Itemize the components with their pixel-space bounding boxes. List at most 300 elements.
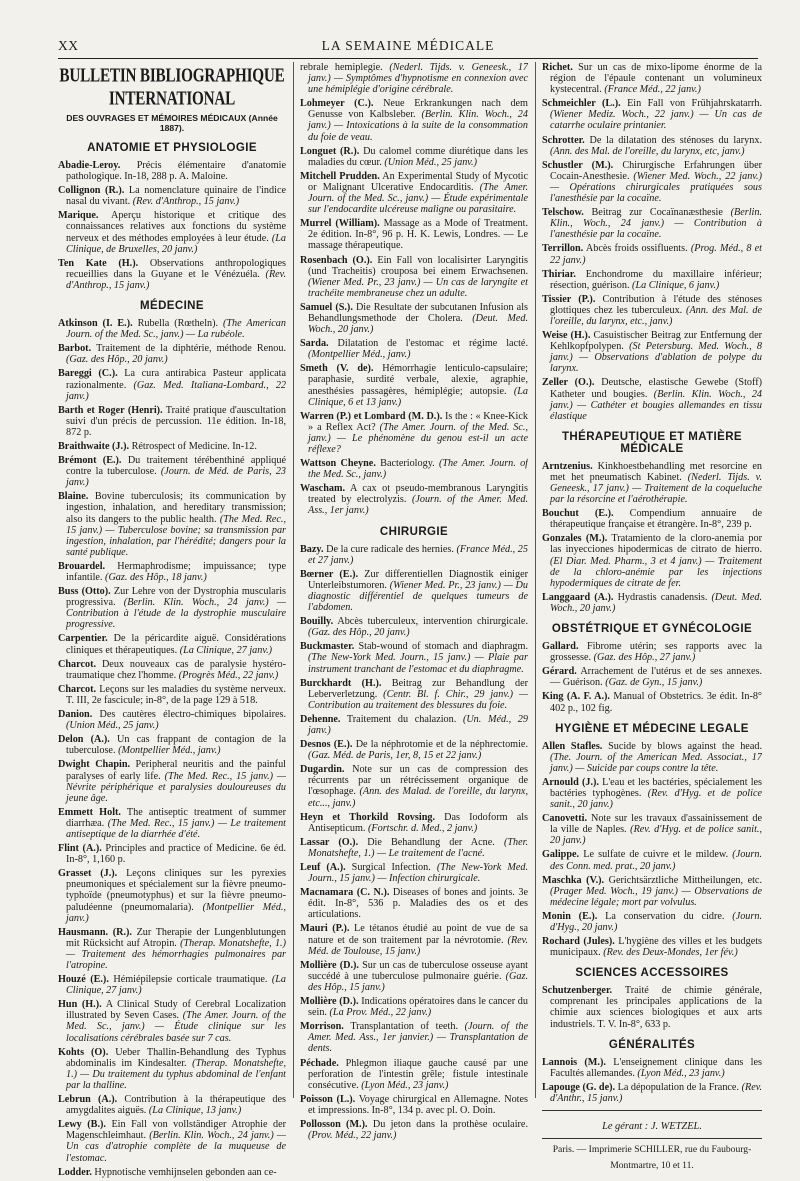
entry-source: (Ther. Monatshefte, 1.) — Le traitement de l'acné.: [308, 836, 528, 859]
bibliography-entry: [300, 923, 528, 956]
entry-author: Delon (A.).: [58, 734, 110, 746]
bibliography-entry: [58, 999, 286, 1043]
bibliography-entry: [542, 1082, 762, 1104]
entry-title: Sur un cas de tuberculose osseuse ayant succédé à une tuberculose pulmonaire guérie.: [308, 959, 528, 982]
entry-title: Kinkhoestbehandling met resorcine en met het pneumatisch Kabinet.: [550, 460, 762, 483]
entry-title: Enchondrome du maxillaire inférieur; résection, guérison.: [550, 268, 762, 291]
entry-author: Dugardin.: [300, 764, 345, 776]
entry-title: Die Resultate der subcutanen Infusion als Behandlungsmethode der Cholera.: [308, 301, 528, 324]
entry-source: (The American Journ. of the Med. Sc., janv.) — La rubéole.: [66, 318, 286, 341]
entry-title: Hermaphrodisme; impuissance; type infantile.: [66, 560, 286, 583]
bibliography-entry: [542, 461, 762, 505]
entry-title: Précis élémentaire d'anatomie pathologique. In-18, 288 p. A. Maloine.: [66, 160, 286, 183]
bulletin-subtitle: DES OUVRAGES ET MÉMOIRES MÉDICAUX (Année 1887).: [66, 113, 278, 133]
entry-author: Carpentier.: [58, 633, 108, 645]
entry-author: Monin (E.).: [542, 910, 598, 922]
entry-author: Bazy.: [300, 543, 324, 555]
entry-source: (Nederl. Tijds. v. Geneesk., 17 janv.) — Traitement de la coqueluche par la résorcine et l'aérothérapie.: [550, 471, 762, 506]
bibliography-entry: [300, 678, 528, 711]
entry-title: Zur differentiellen Diagnostik einiger Unterleibstumoren.: [308, 568, 528, 591]
bibliography-entry: [542, 875, 762, 908]
entry-author: Richet.: [542, 62, 573, 73]
entry-author: Buckmaster.: [300, 641, 355, 653]
bibliography-entry: [542, 135, 762, 157]
bibliography-entry: [300, 302, 528, 335]
bibliography-entry: [542, 691, 762, 713]
entry-author: Sarda.: [300, 338, 329, 350]
bibliography-entry: [300, 98, 528, 142]
bibliography-entry: [58, 843, 286, 865]
bibliography-entry: [58, 734, 286, 756]
entry-source: (La Clinique, 27 janv.): [179, 644, 273, 656]
entry-author: Thiriar.: [542, 268, 576, 280]
entry-author: Arntzenius.: [542, 460, 593, 472]
entry-source: (La Clinique, de Bruxelles, 20 janv.): [66, 232, 286, 255]
entry-author: Lohmeyer (C.).: [300, 98, 374, 110]
entry-author: Langgaard (A.).: [542, 591, 614, 603]
entry-title: L'eau et les bactéries, spécialement les bactéries typhogènes.: [550, 776, 762, 799]
entry-author: Marique.: [58, 210, 99, 222]
bibliography-entry: [300, 739, 528, 761]
entry-title: Abcès tuberculeux, intervention chirurgicale.: [337, 616, 528, 628]
bibliography-entry: [300, 255, 528, 299]
entry-title: Die Behandlung der Acne.: [367, 836, 495, 848]
bibliography-entry: [58, 318, 286, 340]
entry-author: Mollière (D.).: [300, 996, 359, 1008]
bibliography-entry: [300, 641, 528, 674]
entry-title: Arrachement de l'utérus et de ses annexes. — Guérison.: [550, 666, 762, 689]
entry-title: Aperçu historique et critique des connaissances relatives aux fonctions du système nerveux et des méthodes employées à leur étude.: [66, 210, 286, 244]
entry-title: Zur Therapie der Lungenblutungen mit Rücksicht auf Atropin.: [66, 926, 286, 949]
entry-author: Wascham.: [300, 483, 345, 495]
entry-author: Murrel (William).: [300, 218, 380, 230]
entry-source: (France Méd., 25 et 27 janv.): [308, 543, 528, 566]
bibliography-entry: [542, 777, 762, 810]
entry-author: Mitchell Prudden.: [300, 170, 380, 182]
entry-title: Leçons sur les maladies du système nerveux. T. III, 2e fascicule; in-8°, de la page 129 à 518.: [66, 683, 286, 706]
entry-source: (Ann. des Mal. de l'oreille, du larynx, etc., janv.): [550, 304, 762, 327]
entry-title: Rétrospect of Medicine. In-12.: [131, 440, 257, 452]
entry-source: (Berlin. Klin. Woch., 24 janv.) — Un cas d'atrophie complète de la muqueuse de l'estomac.: [66, 1130, 286, 1164]
section-heading: OBSTÉTRIQUE ET GYNÉCOLOGIE: [551, 623, 753, 636]
bibliography-entry: [542, 592, 762, 614]
entry-author: Macnamara (C. N.).: [300, 887, 390, 899]
bibliography-entry: [542, 911, 762, 933]
bibliography-entry: [58, 807, 286, 840]
bibliography-entry: [300, 1119, 528, 1141]
bibliography-entry: [58, 659, 286, 681]
entry-source: (Rev. d'Anthr., 15 janv.): [550, 1081, 762, 1104]
entry-title: Ein Fall von Frühjahrskatarrh.: [627, 98, 762, 110]
bibliography-entry: [542, 294, 762, 327]
section-heading: ANATOMIE ET PHYSIOLOGIE: [87, 142, 257, 154]
entry-author: Bouchut (E.).: [542, 508, 614, 520]
entry-author: Charcot.: [58, 658, 97, 670]
entry-source: (Rev. d'Anthrop., 15 janv.): [132, 196, 240, 208]
bibliography-entry: [542, 207, 762, 240]
entry-source: (Prager Med. Woch., 19 janv.) — Observations de médecine légale; mort par volvulus.: [550, 885, 762, 908]
entry-title: Das Iodoform als Antisepticum.: [308, 811, 528, 834]
entry-author: Brémont (E.).: [58, 455, 122, 467]
entry-source: (Montpellier Méd., janv.): [66, 901, 286, 924]
bibliography-entry: [58, 160, 286, 182]
bibliography-entry: [300, 411, 528, 455]
bibliography-entry: [58, 258, 286, 291]
entry-author: Terrillon.: [542, 243, 584, 255]
entry-author: Wattson Cheyne.: [300, 458, 376, 470]
entry-author: Flint (A.).: [58, 843, 102, 855]
entry-author: Leuf (A.).: [300, 862, 346, 873]
entry-author: Dwight Chapin.: [58, 759, 131, 771]
entry-source: (Ann. des Malad. de l'oreille, du larynx, etc..., janv.): [308, 786, 528, 809]
bibliography-entry: [300, 569, 528, 613]
entry-source: (Gaz. des Hôp., 15 janv.): [308, 970, 528, 993]
entry-title: Contribution à la thérapeutique des amygdalites aiguës.: [66, 1094, 286, 1117]
entry-title: rebrale hemiplegie.: [300, 62, 383, 73]
entry-source: (Union Méd., 25 janv.): [66, 720, 159, 732]
running-head: [58, 38, 758, 58]
entry-title: De la péricardite aiguë. Considérations cliniques et thérapeutiques.: [66, 633, 286, 656]
entry-author: Péchade.: [300, 1057, 339, 1069]
entry-source: (Deut. Med. Woch., 20 janv.): [308, 312, 528, 336]
entry-author: Emmett Holt.: [58, 806, 121, 818]
column-3-entries: [542, 62, 762, 1104]
bibliography-entry: [300, 1021, 528, 1054]
entry-title: A Clinical Study of Cerebral Localization illustrated by Seven Cases.: [66, 999, 286, 1022]
entry-author: Burckhardt (H.).: [300, 677, 382, 689]
bibliography-entry: [58, 684, 286, 706]
entry-source: (Progrès Méd., 22 janv.): [178, 669, 279, 681]
entry-source: (Wiener Mediz. Woch., 22 janv.) — Un cas de catarrhe oculaire printanier.: [550, 109, 762, 132]
bibliography-entry: [300, 996, 528, 1018]
bibliography-entry: [542, 330, 762, 374]
entry-author: Schmeichler (L.).: [542, 98, 621, 110]
entry-author: Weise (H.).: [542, 330, 591, 342]
entry-author: Buss (Otto).: [58, 586, 111, 598]
entry-title: Manual of Obstetrics. 3e édit. In-8° 402 p., 102 fig.: [550, 691, 762, 714]
entry-author: Telschow.: [542, 207, 584, 219]
entry-author: Lannois (M.).: [542, 1056, 606, 1068]
entry-source: (Centr. Bl. f. Chir., 29 janv.) — Contribution au traitement des blessures du foie.: [308, 688, 528, 711]
entry-author: Mauri (P.).: [300, 923, 350, 935]
entry-source: (Therap. Monatshefte, 1.) — Traitement des hémorrhagies pulmonaires par l'atropine.: [66, 937, 286, 971]
entry-source: (France Méd., 22 janv.): [604, 84, 701, 96]
entry-author: Schustler (M.).: [542, 159, 614, 171]
manager-signature: Le gérant : J. WETZEL.: [602, 1121, 702, 1133]
entry-title: Deutsche, elastische Gewebe (Stoff) Katheter und bougies.: [550, 377, 762, 400]
column-3: [542, 62, 762, 1171]
entry-title: Transplantation of teeth.: [350, 1021, 458, 1033]
entry-author: Tissier (P.).: [542, 293, 596, 305]
entry-title: Principles and practice of Medicine. 6e éd. In-8°, 1,160 p.: [66, 843, 286, 866]
entry-author: Blaine.: [58, 491, 89, 503]
entry-source: (Berlin. Klin. Woch., 24 janv.) — Cathéter et bougies allemandes en tissu élastique: [550, 388, 762, 422]
bibliography-entry: [542, 243, 762, 265]
column-2-entries: [300, 62, 528, 1141]
entry-author: Rosenbach (O.).: [300, 254, 373, 266]
entry-author: Charcot.: [58, 683, 97, 695]
entry-author: Houzé (E.).: [58, 974, 109, 986]
entry-source: (Rev. des Deux-Mondes, 1er fév.): [603, 947, 738, 959]
entry-author: Warren (P.) et Lombard (M. D.).: [300, 410, 443, 422]
entry-title: A cax ot pseudo-membranous Laryngitis treated by electrolyzis.: [308, 483, 528, 506]
entry-author: Rochard (Jules).: [542, 936, 615, 948]
column-1: [58, 62, 286, 1181]
entry-title: Ueber Thallin-Behandlung des Typhus abdominalis im Kindesalter.: [66, 1046, 286, 1069]
entry-author: Schutzenberger.: [542, 985, 613, 997]
bibliography-entry: [300, 837, 528, 859]
entry-author: Hun (H.).: [58, 999, 102, 1011]
bibliography-entry: [58, 586, 286, 630]
entry-source: (Deut. Med. Woch., 20 janv.): [550, 591, 762, 614]
entry-source: (Ann. des Mal. de l'oreille, du larynx, etc, janv.): [550, 145, 745, 157]
entry-author: Poisson (L.).: [300, 1093, 356, 1105]
entry-author: Gallard.: [542, 641, 579, 653]
entry-title: Le sulfate de cuivre et le mildew.: [583, 849, 729, 861]
section-heading: HYGIÈNE ET MÉDECINE LEGALE: [555, 722, 749, 735]
entry-author: Galippe.: [542, 849, 580, 861]
entry-title: Indications opératoires dans le cancer du sein.: [308, 996, 528, 1019]
entry-title: Beitrag zur Behandlung der Leberverletzung.: [308, 677, 528, 700]
imprint-line-2: Montmartre, 10 et 11.: [610, 1160, 694, 1172]
entry-title: L'hygiène des villes et les budgets municipaux.: [550, 936, 762, 959]
entry-title: La nomenclature quinaire de l'indice nasal du vivant.: [66, 185, 286, 208]
entry-title: Ein Fall von localisirter Laryngitis (und Tracheitis) crouposa bei einem Erwachsenen.: [308, 254, 528, 277]
signature-rule: [542, 1110, 762, 1111]
entry-author: Gonzales (M.).: [542, 533, 608, 545]
bibliography-entry: [58, 1047, 286, 1091]
entry-title: Surgical Infection.: [351, 862, 431, 873]
entry-source: (Gaz. de Gyn., 15 janv.): [605, 677, 703, 689]
entry-title: Un cas frappant de contagion de la tuberculose.: [66, 734, 286, 757]
entry-title: Traité de chimie générale, comprenant les principales applications de la chimie aux sciences biologiques et aux arts industriels. T. V. In-8°, 633 p.: [550, 985, 762, 1030]
entry-title: Chirurgische Erfahrungen über Cocain-Anesthesie.: [550, 159, 762, 182]
entry-source: (Gaz. des Hôp., 18 janv.): [105, 572, 207, 583]
bibliography-entry: [58, 210, 286, 254]
bibliography-entry: [58, 1167, 286, 1178]
entry-source: (Un. Méd., 29 janv.): [308, 713, 528, 736]
entry-author: Grasset (J.).: [58, 868, 118, 880]
entry-title: La dépopulation de la France.: [617, 1081, 740, 1093]
entry-title: De la dilatation des sténoses du larynx.: [589, 134, 762, 146]
bibliography-entry: [58, 441, 286, 452]
entry-title: Des cautères électro-chimiques bipolaires.: [99, 709, 286, 721]
bibliography-entry: [542, 160, 762, 204]
entry-title: Traitement du chalazion.: [346, 713, 457, 725]
entry-source: (Rev. Méd. de Toulouse, 15 janv.): [308, 934, 528, 957]
entry-source: (Wiener Med. Pr., 23 janv.) — Un cas de laryngite et trachéite membraneuse chez un adulte.: [308, 276, 528, 299]
entry-title: Observations anthropologiques recueillies dans la Guyane et le Vénézuéla.: [66, 257, 286, 280]
bibliography-entry: [58, 185, 286, 207]
column-divider: [293, 62, 294, 1098]
bibliography-entry: [300, 146, 528, 168]
entry-source: (Journ. of the Amer. Med. Ass., 1er janv.): [308, 494, 528, 517]
entry-source: (The New-York Med. Journ., 15 janv.) — Plaie par instrument tranchant de l'estomac et du diaphragme.: [308, 652, 528, 675]
column-2: [300, 62, 528, 1144]
entry-title: Beitrag zur Cocaïnanæsthesie: [591, 207, 723, 219]
header-rule: [58, 58, 758, 59]
entry-title: Deux nouveaux cas de paralysie hystéro-traumatique chez l'homme.: [66, 658, 286, 681]
entry-title: Abcès froids ossifluents.: [585, 243, 688, 255]
bibliography-entry: [542, 533, 762, 588]
entry-title: L'enseignement clinique dans les Facultés allemandes.: [550, 1056, 762, 1079]
entry-author: Heyn et Thorkild Rovsing.: [300, 811, 436, 823]
bibliography-entry: [58, 368, 286, 401]
entry-source: (Union Méd., 25 janv.): [384, 156, 477, 168]
entry-author: Dehenne.: [300, 713, 341, 725]
entry-source: (The Amer. Journ. of the Med. Sc., janv.) — Étude expérimentale sur l'endocardite ulcéreuse maligne ou parasitaire.: [308, 181, 528, 216]
entry-title: Compendium annuaire de thérapeutique française et étrangère. In-8°, 239 p.: [550, 508, 762, 531]
entry-source: (The Med. Rec., 15 janv.) — Le traitement antiseptique de la diarrhée d'été.: [66, 817, 286, 840]
entry-author: Smeth (V. de).: [300, 363, 374, 375]
entry-title: De la cure radicale des hernies.: [326, 543, 454, 555]
entry-title: Tratamiento de la cloro-anemia por las inyecciones hipodermicas de citrato de hierro.: [550, 533, 762, 556]
entry-title: Bacteriology.: [380, 458, 435, 470]
entry-author: Morrison.: [300, 1021, 344, 1033]
entry-title: Du calomel comme diurétique dans les maladies du cœur.: [308, 145, 528, 168]
entry-author: Hausmann. (R.).: [58, 926, 132, 938]
bibliography-entry: [300, 458, 528, 480]
bibliography-entry: [58, 1119, 286, 1163]
entry-source: (Therap. Monatshefte, 1.) — Du traitement du typhus abdominal de l'enfant par la thalline.: [66, 1057, 286, 1091]
entry-author: Maschka (V.).: [542, 874, 605, 886]
entry-author: Lewy (B.).: [58, 1119, 106, 1131]
entry-author: Schrotter.: [542, 134, 585, 146]
bibliography-entry: [300, 1058, 528, 1091]
entry-source: (Fortschr. d. Med., 2 janv.): [368, 822, 478, 834]
entry-source: (Gaz. des Hôp., 20 janv.): [66, 354, 168, 366]
entry-title: Diseases of bones and joints. 3e édit. In-8°, 536 p. Maladies des os et des articulations.: [308, 887, 528, 921]
bibliography-entry: [300, 363, 528, 407]
entry-source: (Lyon Méd., 23 janv.): [361, 1079, 449, 1091]
bibliography-entry: [300, 483, 528, 516]
bibliography-entry: [300, 218, 528, 251]
entry-title: Hydrastis canadensis.: [617, 591, 708, 603]
entry-author: King (A. F. A.).: [542, 691, 610, 703]
entry-author: Collignon (R.).: [58, 185, 125, 197]
entry-source: (Rev. d'Anthrop., 15 janv.): [66, 268, 286, 291]
bibliography-entry: [542, 741, 762, 774]
section-heading: CHIRURGIE: [379, 525, 449, 538]
entry-author: Zeller (O.).: [542, 377, 595, 389]
entry-author: Longuet (R.).: [300, 145, 360, 157]
entry-title: Hémiépilepsie corticale traumatique.: [113, 974, 268, 986]
bibliography-entry: [300, 62, 528, 95]
entry-author: Lodder.: [58, 1166, 92, 1178]
entry-author: Bœrner (E.).: [300, 568, 359, 580]
entry-source: (Nederl. Tijds. v. Geneesk., 17 janv.) — Symptômes d'hypnotisme en connexion avec une hémiplégie d'origine cérébrale.: [308, 62, 528, 96]
bibliography-entry: [542, 936, 762, 958]
entry-source: (The Amer. Journ. of the Med. Sc., janv.) — Le phénomène du genou est-il un acte réflexe?: [308, 421, 528, 455]
section-heading: THÉRAPEUTIQUE ET MATIÈRE MÉDICALE: [562, 430, 742, 455]
bibliography-entry: [300, 812, 528, 834]
entry-author: Lapouge (G. de).: [542, 1081, 616, 1093]
entry-source: (The Med. Rec., 15 janv.) — Tuberculose bovine; sa transmission par ingestion, inhalation, par l'hérédité; dangers pour la santé publique.: [66, 513, 286, 558]
entry-author: Barth et Roger (Henri).: [58, 404, 163, 416]
entry-source: (The Amer. Journ. of the Med. Sc., janv.): [308, 458, 528, 481]
entry-title: Hémorrhagie lenticulo-capsulaire; paraphasie, surdité verbale, alexie, agraphie, anesthésies passagères, hémiplégie; autopsie.: [308, 363, 528, 397]
entry-source: (La Clinique, 13 janv.): [148, 1105, 242, 1117]
bibliography-entry: [58, 343, 286, 365]
bibliography-entry: [58, 405, 286, 438]
entry-author: Brouardel.: [58, 560, 106, 572]
entry-title: Voyage chirurgical en Allemagne. Notes et impressions. In-8°, 134 p. avec pl. O. Doin.: [308, 1093, 528, 1116]
entry-author: Ten Kate (H.).: [58, 257, 139, 269]
entry-author: Lebrun (A.).: [58, 1094, 118, 1106]
bibliography-entry: [58, 1094, 286, 1116]
entry-title: Leçons cliniques sur les pyrexies pneumoniques et spécialement sur la fièvre pneumo-typhoïde (pneumotyphus) et sur la fièvre pneumo-paludéenne (pneumomalaria).: [66, 868, 286, 913]
entry-source: (La Clinique, 6 janv.): [632, 279, 720, 291]
bibliography-entry: [300, 960, 528, 993]
entry-title: Casuistischer Beitrag zur Entfernung der Kehlkopfpolypen.: [550, 330, 762, 353]
entry-title: Du traitement térébenthiné appliqué contre la tuberculose.: [66, 455, 286, 478]
entry-source: (La Prov. Méd., 22 janv.): [329, 1007, 432, 1019]
entry-title: Traitement de la diphtérie, méthode Renou.: [96, 343, 286, 355]
entry-title: Sur un cas de mixo-lipome énorme de la région de l'épaule contenant un volumineux kystecentral.: [550, 62, 762, 96]
entry-source: (Rev. d'Hyg. et de police sanit., 20 janv.): [550, 824, 762, 847]
bibliography-entry: [58, 633, 286, 655]
journal-title: LA SEMAINE MÉDICALE: [321, 38, 495, 53]
entry-title: Fibrome utérin; ses rapports avec la grossesse.: [550, 641, 762, 664]
entry-title: Sucide by blows against the head.: [608, 740, 762, 752]
entry-source: (Journ. d'Hyg., 20 janv.): [550, 910, 762, 933]
entry-author: Abadie-Leroy.: [58, 160, 121, 171]
entry-source: (Berlin. Klin. Woch., 24 janv.) — Intoxications à la suite de la consommation du foie de veau.: [308, 109, 528, 143]
bibliography-entry: [58, 561, 286, 583]
entry-source: (El Diar. Med. Pharm., 3 et 4 janv.) — Traitement de la chloro-anémie par les injections hypodermiques de citrate de fer.: [550, 555, 762, 589]
entry-title: Bovine tuberculosis; its communication by ingestion, inhalation, and hereditary transmission; also its dangers to the public health.: [66, 491, 286, 525]
entry-author: Kohts (O).: [58, 1046, 109, 1058]
bibliography-entry: [300, 616, 528, 638]
entry-title: Traité pratique d'auscultation suivi d'un précis de percussion. 11e édition. In-18, 872 p.: [66, 404, 286, 438]
bibliography-entry: [542, 377, 762, 421]
entry-title: Rubella (Rœtheln).: [137, 318, 219, 330]
entry-title: Zur Lehre von der Dystrophia muscularis progressiva.: [66, 586, 286, 609]
entry-author: Lassar (O.).: [300, 836, 359, 848]
entry-title: Massage as a Mode of Treatment. 2e édition. In-8°, 96 p. H. K. Lewis, Londres. — Le massage thérapeutique.: [308, 218, 528, 252]
entry-title: Stab-wound of stomach and diaphragm.: [358, 641, 528, 653]
bibliography-entry: [300, 544, 528, 566]
entry-title: Note sur les travaux d'assainissement de la ville de Naples.: [550, 813, 762, 836]
bibliography-entry: [300, 1094, 528, 1116]
entry-title: Contribution à l'étude des sténoses glottiques chez les tuberculeux.: [550, 293, 762, 316]
entry-source: (Prov. Méd., 22 janv.): [308, 1130, 397, 1142]
entry-title: La conservation du cidre.: [605, 910, 725, 922]
entry-source: (St Petersburg. Med. Woch., 8 janv.) — Observations d'ablation de polype du larynx.: [550, 341, 762, 375]
entry-title: De la néphrotomie et de la néphrectomie.: [355, 739, 528, 751]
bibliography-entry: [542, 985, 762, 1029]
entry-title: Note sur un cas de compression des récurrents par un rétrécissement organique de l'œsophage.: [308, 764, 528, 798]
entry-source: (The. Journ. of the American Med. Associat., 17 janv.) — Suicide par coups contre la tête.: [550, 751, 762, 774]
bibliography-entry: [58, 927, 286, 971]
entry-source: (Montpellier Méd., janv.): [308, 349, 411, 361]
entry-source: (The New-York Med. Journ., 15 janv.) — Infection chirurgicale.: [308, 862, 528, 885]
entry-source: (Lyon Méd., 23 janv.): [637, 1067, 725, 1079]
entry-source: (Gaz. Med. Italiana-Lombard., 22 janv.): [66, 379, 286, 402]
entry-title: The antiseptic treatment of summer diarrhæa.: [66, 806, 286, 829]
bibliography-entry: [300, 714, 528, 736]
bibliography-entry: [542, 813, 762, 846]
entry-source: (The Med. Rec., 15 janv.) — Névrite périphérique et paralysies douloureuses du jeune âge.: [66, 770, 286, 804]
bibliography-entry: [542, 1057, 762, 1079]
entry-author: Bouilly.: [300, 616, 334, 628]
entry-source: (Berlin. Klin. Woch., 24 janv.) — Contribution à l'étude de la dystrophie musculaire progressive.: [66, 597, 286, 631]
entry-title: An Experimental Study of Mycotic or Malignant Ulcerative Endocarditis.: [308, 170, 528, 193]
section-heading: SCIENCES ACCESSOIRES: [575, 967, 729, 980]
entry-author: Mollière (D.).: [300, 959, 359, 971]
entry-author: Samuel (S.).: [300, 301, 353, 313]
entry-author: Atkinson (I. E.).: [58, 318, 133, 330]
